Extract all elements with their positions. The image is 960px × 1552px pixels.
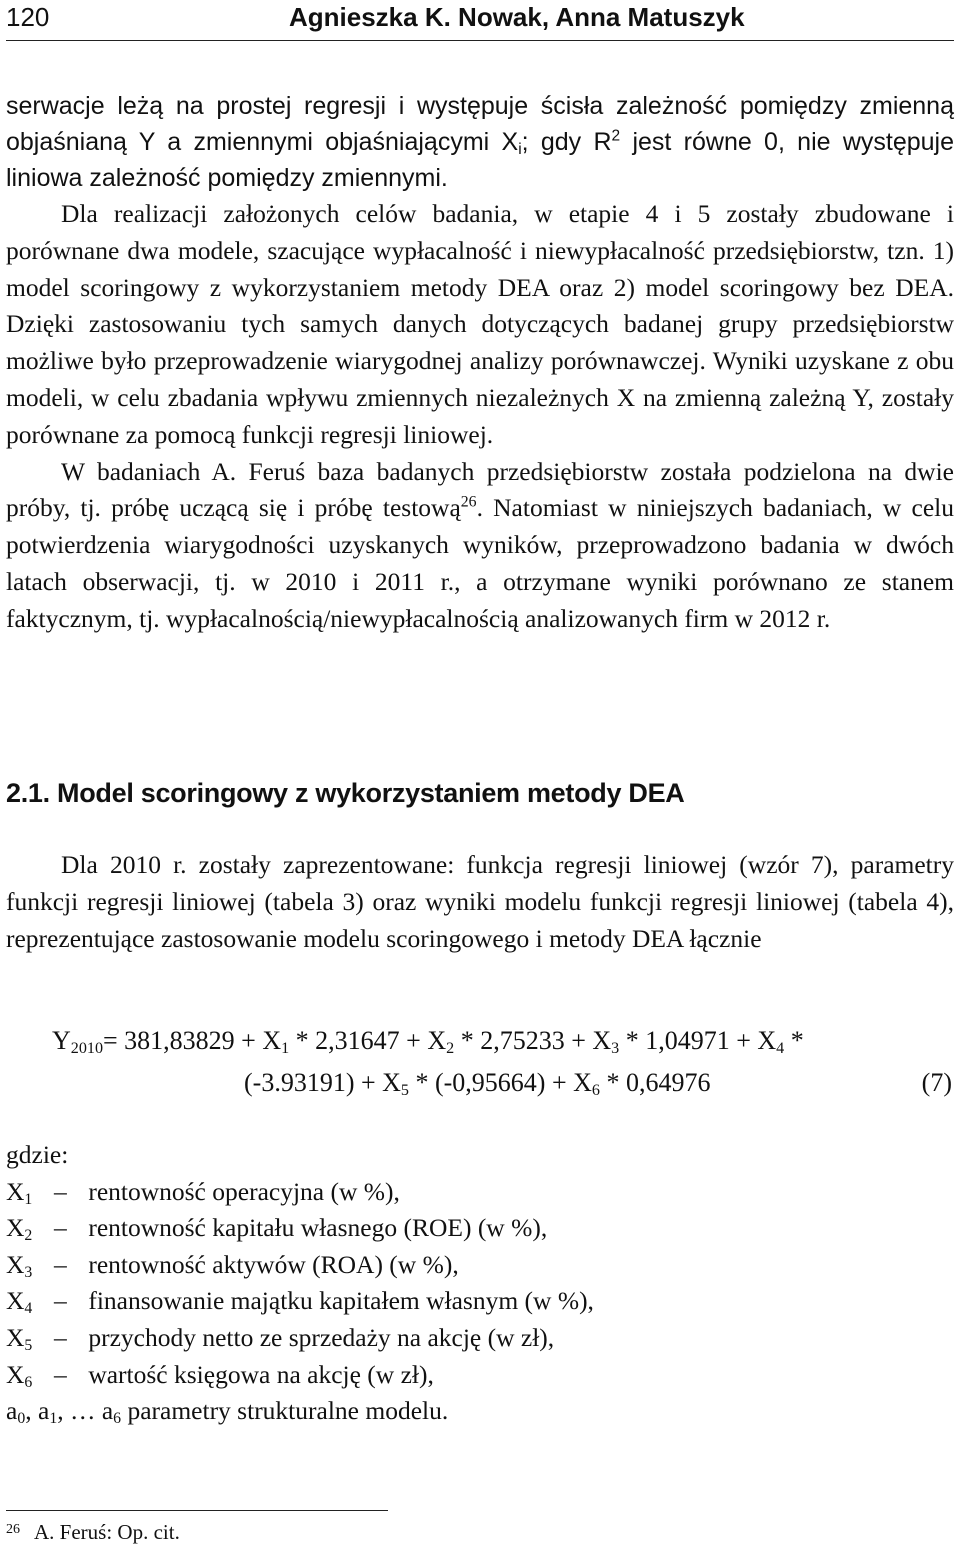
definition-x6: $X_6$ – wartość księgowa na akcję (w zł), — [6, 1359, 434, 1391]
formula-line-2: $(-3.93191) + X_5 * (-0,95664) + X_6 * 0,64976$ — [244, 1068, 711, 1100]
definition-x4: $X_4$ – finansowanie majątku kapitałem własnym (w %), — [6, 1286, 594, 1318]
footnote — [6, 1520, 180, 1545]
variable-definitions — [6, 1137, 906, 1430]
header-rule — [6, 40, 954, 41]
definition-x2: $X_2$ – rentowność kapitału własnego (ROE) (w %), — [6, 1213, 548, 1245]
footnote-number: 26 — [6, 1522, 20, 1537]
body-text — [6, 196, 954, 638]
formula-number: (7) — [921, 1068, 952, 1097]
body-text-2 — [6, 847, 954, 957]
section-heading: 2.1. Model scoringowy z wykorzystaniem metody DEA — [6, 778, 685, 808]
running-header-authors: Agnieszka K. Nowak, Anna Matuszyk — [289, 2, 745, 32]
definition-x5: $X_5$ – przychody netto ze sprzedaży na akcję (w zł), — [6, 1322, 555, 1354]
paragraph-1: serwacje leżą na prostej regresji i występuje ścisła zależność pomiędzy zmienną objaśnianą Y a zmiennymi objaśniającymi $X_i$; gdy $R^2$ jest równe 0, nie występuje liniowa zależność pomiędzy zmiennymi. — [6, 92, 955, 192]
definitions-intro: gdzie: — [6, 1140, 69, 1169]
footnote-reference: 26 — [460, 493, 477, 511]
footnote-rule — [6, 1510, 388, 1511]
definition-x3: $X_3$ – rentowność aktywów (ROA) (w %), — [6, 1249, 459, 1281]
running-header — [6, 0, 954, 40]
paragraph-4: Dla 2010 r. zostały zaprezentowane: funkcja regresji liniowej (wzór 7), parametry funkcji regresji liniowej (tabela 3) oraz wyniki modelu funkcji regresji liniowej (tabela 4), reprezentujące zastosowanie modelu scoringowego i metody DEA łącznie — [6, 850, 954, 953]
paragraph-2: Dla realizacji założonych celów badania, w etapie 4 i 5 zostały zbudowane i porównane dwa modele, szacujące wypłacalność i niewypłacalność przedsiębiorstw, tzn. 1) model scoringowy z wykorzystaniem metody DEA oraz 2) model scoringowy bez DEA. Dzięki zastosowaniu tych samych danych dotyczących badanej grupy przedsiębiorstw możliwe było przeprowadzenie wiarygodnej analizy porównawczej. Wyniki uzyskane z obu modeli, w celu zbadania wpływu zmiennych niezależnych X na zmienną zależną Y, zostały porównane za pomocą funkcji regresji liniowej. — [6, 199, 954, 449]
definition-x1: $X_1$ – rentowność operacyjna (w %), — [6, 1176, 400, 1208]
footnote-text: A. Feruś: Op. cit. — [34, 1520, 180, 1544]
page-number: 120 — [6, 2, 50, 32]
formula-line-1: $Y_{2010}= 381,83829 + X_1 * 2,31647 + X_2 * 2,75233 + X_3 * 1,04971 + X_4$ * — [52, 1026, 804, 1058]
definition-parameters: $a_0$, $a_1$, … $a_6$ parametry strukturalne modelu. — [6, 1396, 449, 1428]
paragraph-continuation — [6, 88, 954, 196]
paragraph-3: W badaniach A. Feruś baza badanych przedsiębiorstw została podzielona na dwie próby, tj. próbę uczącą się i próbę testową$^{26}$. Natomiast w niniejszych badaniach, w celu potwierdzenia wiarygodności uzyskanych wyników, przeprowadzono badania w dwóch latach obserwacji, tj. w 2010 i 2011 r., a otrzymane wyniki porównano ze stanem faktycznym, tj. wypłacalnością/niewypłacalnością analizowanych firm w 2012 r. — [6, 456, 955, 633]
